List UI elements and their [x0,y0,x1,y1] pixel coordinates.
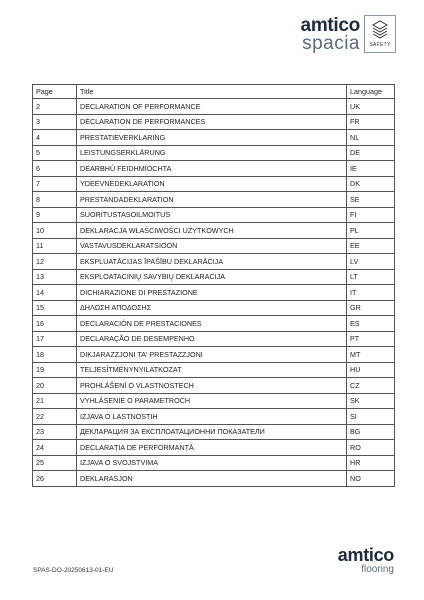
language-cell: HU [347,362,395,378]
language-cell: DK [347,176,395,192]
table-row [33,192,395,208]
page-cell: 24 [33,440,77,456]
table-row [33,238,395,254]
product-name: spacia [302,33,360,54]
language-cell: FR [347,114,395,130]
table-row [33,424,395,440]
title-cell: IZJAVA O LASTNOSTIH [77,409,347,425]
title-cell: DICHIARAZIONE DI PRESTAZIONE [77,285,347,301]
page-cell: 17 [33,331,77,347]
footer-brand-sub: flooring [361,564,394,575]
language-cell: RO [347,440,395,456]
title-cell: DEKLARASJON [77,471,347,487]
page-cell: 13 [33,269,77,285]
footer-logo [338,546,394,575]
page-cell: 15 [33,300,77,316]
declarations-table [32,84,395,487]
language-cell: DE [347,145,395,161]
page-cell: 9 [33,207,77,223]
table-row [33,176,395,192]
page-cell: 14 [33,285,77,301]
title-cell: EKSPLUATĀCIJAS ĪPAŠĪBU DEKLARĀCIJA [77,254,347,270]
table-row [33,285,395,301]
title-cell: LEISTUNGSERKLÄRUNG [77,145,347,161]
table-row [33,471,395,487]
page-cell: 7 [33,176,77,192]
language-cell: EE [347,238,395,254]
language-cell: CZ [347,378,395,394]
title-cell: DECLARAÇÃO DE DESEMPENHO [77,331,347,347]
table-row [33,316,395,332]
title-cell: VASTAVUSDEKLARATSIOON [77,238,347,254]
page-cell: 8 [33,192,77,208]
footer-brand-name: amtico [337,545,394,565]
layers-icon [371,19,389,41]
title-cell: DECLARAȚIA DE PERFORMANȚĂ [77,440,347,456]
document-reference: SPAS-DO-20250613-01-EU [33,567,114,574]
page-cell: 5 [33,145,77,161]
page-cell: 21 [33,393,77,409]
table-row [33,130,395,146]
page-cell: 26 [33,471,77,487]
page-cell: 2 [33,99,77,115]
table-row [33,440,395,456]
page-cell: 22 [33,409,77,425]
table-row [33,455,395,471]
title-cell: DECLARATION OF PERFORMANCE [77,99,347,115]
language-cell: IT [347,285,395,301]
page-cell: 25 [33,455,77,471]
table-row [33,114,395,130]
language-cell: SK [347,393,395,409]
table-row [33,269,395,285]
page-cell: 4 [33,130,77,146]
language-cell: NO [347,471,395,487]
language-cell: BG [347,424,395,440]
table-row [33,378,395,394]
language-cell: ES [347,316,395,332]
title-cell: PROHLÁŠENÍ O VLASTNOSTECH [77,378,347,394]
title-cell: DECLARACIÓN DE PRESTACIONES [77,316,347,332]
safety-badge [364,15,396,53]
language-cell: LT [347,269,395,285]
language-cell: GR [347,300,395,316]
title-cell: PRESTANDADEKLARATION [77,192,347,208]
page-cell: 12 [33,254,77,270]
page-cell: 11 [33,238,77,254]
table-row [33,300,395,316]
language-cell: PL [347,223,395,239]
title-cell: DEARBHÚ FEIDHMÍOCHTA [77,161,347,177]
title-cell: VYHLÁSENIE O PARAMETROCH [77,393,347,409]
table-row [33,393,395,409]
table-row [33,207,395,223]
title-cell: SUORITUSTASOILMOITUS [77,207,347,223]
table-header-row [33,85,395,99]
table-row [33,99,395,115]
language-cell: SE [347,192,395,208]
page-cell: 16 [33,316,77,332]
language-cell: SI [347,409,395,425]
language-cell: PT [347,331,395,347]
title-cell: DIKJARAZZJONI TA' PRESTAZZJONI [77,347,347,363]
language-cell: UK [347,99,395,115]
badge-label: SAFETY [369,42,391,48]
page-cell: 19 [33,362,77,378]
page-cell: 3 [33,114,77,130]
language-cell: FI [347,207,395,223]
brand-name: amtico [300,15,360,36]
page-cell: 23 [33,424,77,440]
table-row [33,347,395,363]
column-header-language: Language [347,85,395,99]
table-row [33,331,395,347]
title-cell: DEKLARACJA WŁAŚCIWOŚCI UŻYTKOWYCH [77,223,347,239]
language-cell: HR [347,455,395,471]
table-row [33,409,395,425]
page-cell: 10 [33,223,77,239]
title-cell: IZJAVA O SVOJSTVIMA [77,455,347,471]
table-row [33,161,395,177]
title-cell: DÉCLARATION DE PERFORMANCES [77,114,347,130]
page-cell: 20 [33,378,77,394]
title-cell: PRESTATIEVERKLARING [77,130,347,146]
header-logo [301,16,360,53]
page-cell: 18 [33,347,77,363]
table-row [33,362,395,378]
table-row [33,223,395,239]
title-cell: ДЕКЛАРАЦИЯ ЗА ЕКСПЛОАТАЦИОННИ ПОКАЗАТЕЛИ [77,424,347,440]
column-header-title: Title [77,85,347,99]
column-header-page: Page [33,85,77,99]
language-cell: MT [347,347,395,363]
page-cell: 6 [33,161,77,177]
table-row [33,145,395,161]
language-cell: LV [347,254,395,270]
title-cell: EKSPLOATACINIŲ SAVYBIŲ DEKLARACIJA [77,269,347,285]
language-cell: IE [347,161,395,177]
title-cell: YDEEVNEDEKLARATION [77,176,347,192]
table-row [33,254,395,270]
title-cell: ΔΗΛΩΣΗ ΑΠΟΔΟΣΗΣ [77,300,347,316]
title-cell: TELJESÍTMÉNYNYILATKOZAT [77,362,347,378]
language-cell: NL [347,130,395,146]
